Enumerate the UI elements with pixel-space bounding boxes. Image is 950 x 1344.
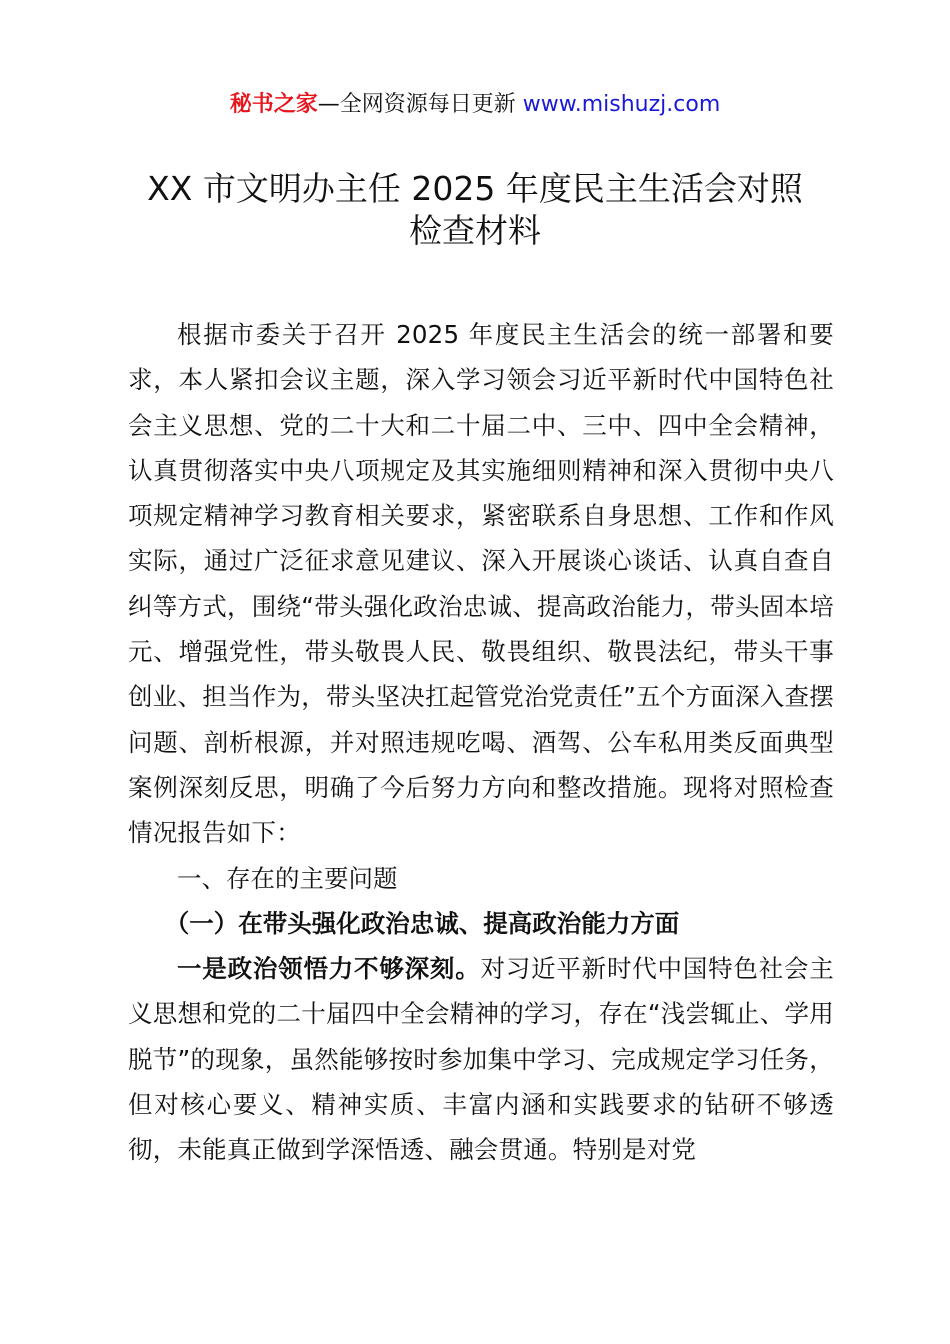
brand-name: 秘书之家	[229, 92, 318, 117]
point-text: 对习近平新时代中国特色社会主义思想和党的二十届四中全会精神的学习，存在“浅尝辄止、学用脱节”的现象，虽然能够按时参加集中学习、完成规定学习任务，但对核心要义、精神实质、丰富内涵和实践要求的钻研不够透彻，未能真正做到学深悟透、融会贯通。特别是对党	[128, 954, 834, 1165]
document-title	[100, 168, 850, 252]
site-url-link[interactable]: www.mishuzj.com	[522, 92, 721, 117]
title-line-1: XX 市文明办主任 2025 年度民主生活会对照	[147, 169, 803, 208]
section-heading: 一、存在的主要问题	[177, 863, 398, 893]
subsection-heading: （一）在带头强化政治忠诚、提高政治能力方面	[164, 908, 680, 938]
header-slogan: —全网资源每日更新	[317, 92, 516, 117]
point-lead: 一是政治领悟力不够深刻。	[177, 954, 481, 984]
document-body	[128, 312, 834, 1173]
title-line-2: 检查材料	[409, 211, 541, 250]
site-header-banner	[0, 88, 950, 122]
point-paragraph	[128, 946, 834, 1172]
intro-paragraph: 根据市委关于召开 2025 年度民主生活会的统一部署和要求，本人紧扣会议主题，深入学习领会习近平新时代中国特色社会主义思想、党的二十大和二十届二中、三中、四中全会精神，认真贯彻落实中央八项规定及其实施细则精神和深入贯彻中央八项规定精神学习教育相关要求，紧密联系自身思想、工作和作风实际，通过广泛征求意见建议、深入开展谈心谈话、认真自查自纠等方式，围绕“带头强化政治忠诚、提高政治能力，带头固本培元、增强党性，带头敬畏人民、敬畏组织、敬畏法纪，带头干事创业、担当作为，带头坚决扛起管党治党责任”五个方面深入查摆问题、剖析根源，并对照违规吃喝、酒驾、公车私用类反面典型案例深刻反思，明确了今后努力方向和整改措施。现将对照检查情况报告如下：	[128, 320, 834, 848]
